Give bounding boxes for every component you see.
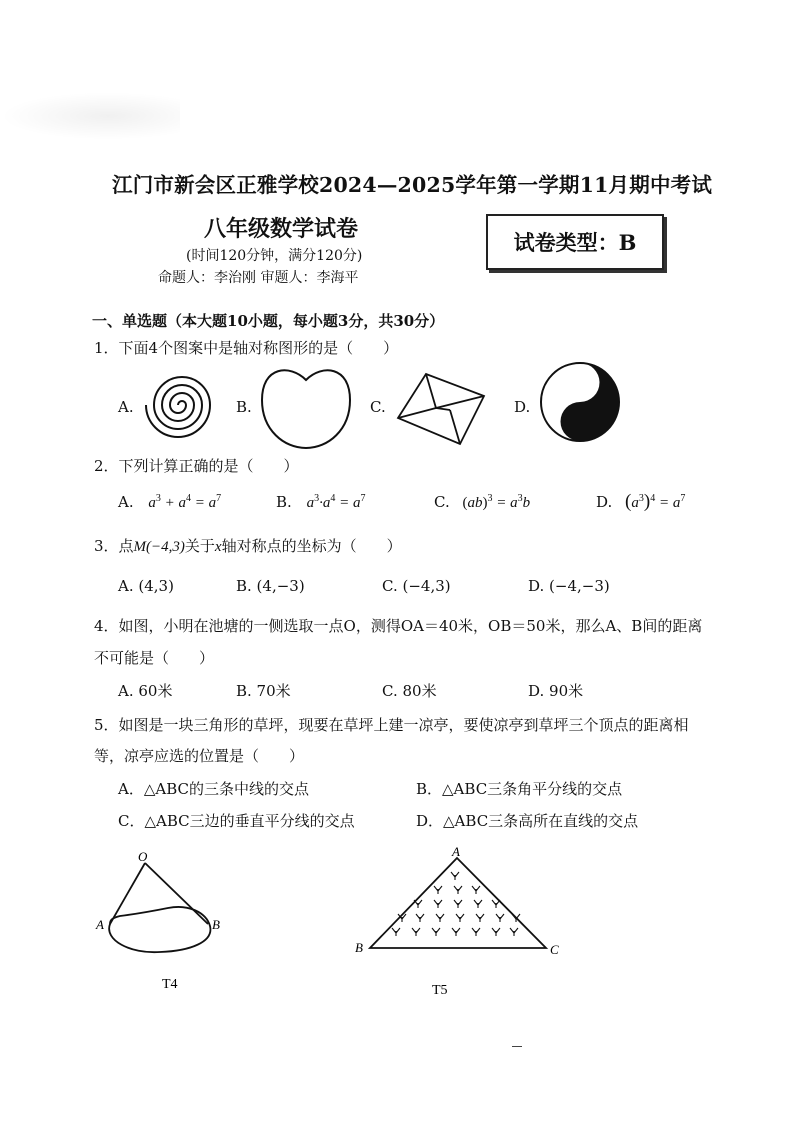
q2-option-c-label: C. xyxy=(434,493,450,511)
q2-option-d-label: D. xyxy=(596,493,613,511)
q1-option-b-label: B. xyxy=(236,398,252,416)
q2-option-b-label: B. xyxy=(276,493,292,511)
q2-option-d xyxy=(596,491,685,513)
t5-label-c: C xyxy=(550,942,559,957)
q3-stem-pre: 3．点 xyxy=(94,537,134,555)
t4-label-a: A xyxy=(96,917,104,932)
section-heading: 一、单选题（本大题10小题，每小题3分，共30分） xyxy=(92,312,445,330)
q3-stem-mid: 关于 xyxy=(184,537,215,555)
grass-tuft xyxy=(434,900,442,908)
grass-tuft xyxy=(414,900,422,908)
q3-stem-post: 轴对称点的坐标为（ ） xyxy=(221,537,402,555)
exam-title: 江门市新会区正雅学校2024—2025学年第一学期11月期中考试 xyxy=(112,173,713,197)
grass-tuft xyxy=(492,928,500,936)
time-info: (时间120分钟，满分120分) xyxy=(186,248,363,264)
paper-type-label: 试卷类型：B xyxy=(513,230,637,255)
heart-shape-figure xyxy=(262,370,350,448)
grass-tuft xyxy=(510,928,518,936)
q3-option-a: A. (4,3) xyxy=(118,577,174,595)
grass-tuft xyxy=(456,914,464,922)
q1-figures xyxy=(0,0,794,470)
figures-t4-t5 xyxy=(0,830,794,1010)
q5-option-d: D．△ABC三条高所在直线的交点 xyxy=(416,812,639,830)
q3-option-b: B. (4,−3) xyxy=(236,577,305,595)
q5-line1: 5．如图是一块三角形的草坪，现要在草坪上建一凉亭，要使凉亭到草坪三个顶点的距离相 xyxy=(94,716,689,734)
q2-option-a-expr: $a^3 + a^4 = a^7$ xyxy=(148,493,222,511)
q3-stem xyxy=(94,535,402,556)
grass-tuft xyxy=(454,900,462,908)
t4-caption: T4 xyxy=(162,977,178,992)
q1-stem: 1．下面4个图案中是轴对称图形的是（ ） xyxy=(94,339,399,357)
grass-tuft xyxy=(392,928,400,936)
q2-option-a-label: A. xyxy=(118,493,134,511)
q3-option-c: C. (−4,3) xyxy=(382,577,451,595)
grass-tuft xyxy=(432,928,440,936)
scan-mark xyxy=(512,1046,522,1047)
q3-option-d: D. (−4,−3) xyxy=(528,577,610,595)
grass-tuft xyxy=(476,914,484,922)
spiral-figure xyxy=(146,377,210,437)
t5-label-b: B xyxy=(355,940,363,955)
q4-line2: 不可能是（ ） xyxy=(94,649,215,667)
q1-option-a-label: A. xyxy=(118,398,134,416)
grass-tuft xyxy=(472,886,480,894)
q2-option-c xyxy=(434,493,530,512)
q4-option-a: A. 60米 xyxy=(118,682,173,700)
q1-option-c-label: C. xyxy=(370,398,386,416)
q4-option-b: B. 70米 xyxy=(236,682,291,700)
grass-tuft xyxy=(454,886,462,894)
yin-yang-figure xyxy=(541,363,619,441)
t5-label-a: A xyxy=(452,844,460,859)
q2-option-b xyxy=(276,493,365,512)
grass-tuft xyxy=(436,914,444,922)
q2-option-b-expr: $a^3\cdot a^4 = a^7$ xyxy=(306,493,366,511)
grass-tuft xyxy=(472,928,480,936)
q5-line2: 等，凉亭应选的位置是（ ） xyxy=(94,747,305,765)
grass-tuft xyxy=(496,914,504,922)
q2-option-c-expr: $(ab)^3 = a^3b$ xyxy=(462,493,531,511)
q4-option-c: C. 80米 xyxy=(382,682,437,700)
q4-option-d: D. 90米 xyxy=(528,682,584,700)
grass-tuft xyxy=(416,914,424,922)
q4-line1: 4．如图，小明在池塘的一侧选取一点O，测得OA＝40米，OB＝50米，那么A、B间的距离 xyxy=(94,617,703,635)
t5-grass-marks xyxy=(392,872,520,936)
t5-caption: T5 xyxy=(432,983,448,998)
q1-option-d-label: D. xyxy=(514,398,531,416)
grass-tuft xyxy=(451,872,459,880)
q5-option-a: A．△ABC的三条中线的交点 xyxy=(118,780,309,798)
grass-tuft xyxy=(434,886,442,894)
authors: 命题人：李治刚 审题人：李海平 xyxy=(158,270,359,286)
pinwheel-square-figure xyxy=(398,374,484,444)
grass-tuft xyxy=(412,928,420,936)
t4-label-o: O xyxy=(138,849,148,864)
grass-tuft xyxy=(452,928,460,936)
q2-stem: 2．下列计算正确的是（ ） xyxy=(94,457,299,475)
grass-tuft xyxy=(492,900,500,908)
t4-pond-figure xyxy=(109,863,210,952)
grass-tuft xyxy=(474,900,482,908)
q3-point: M(−4,3) xyxy=(133,539,185,555)
q5-option-c: C．△ABC三边的垂直平分线的交点 xyxy=(118,812,355,830)
q2-option-d-expr: $(a^3)^4 = a^7$ xyxy=(625,491,686,512)
exam-subtitle: 八年级数学试卷 xyxy=(204,216,359,242)
t4-label-b: B xyxy=(212,917,220,932)
q2-option-a xyxy=(118,493,221,512)
q3-axis: x xyxy=(214,539,222,555)
q5-option-b: B．△ABC三条角平分线的交点 xyxy=(416,780,623,798)
